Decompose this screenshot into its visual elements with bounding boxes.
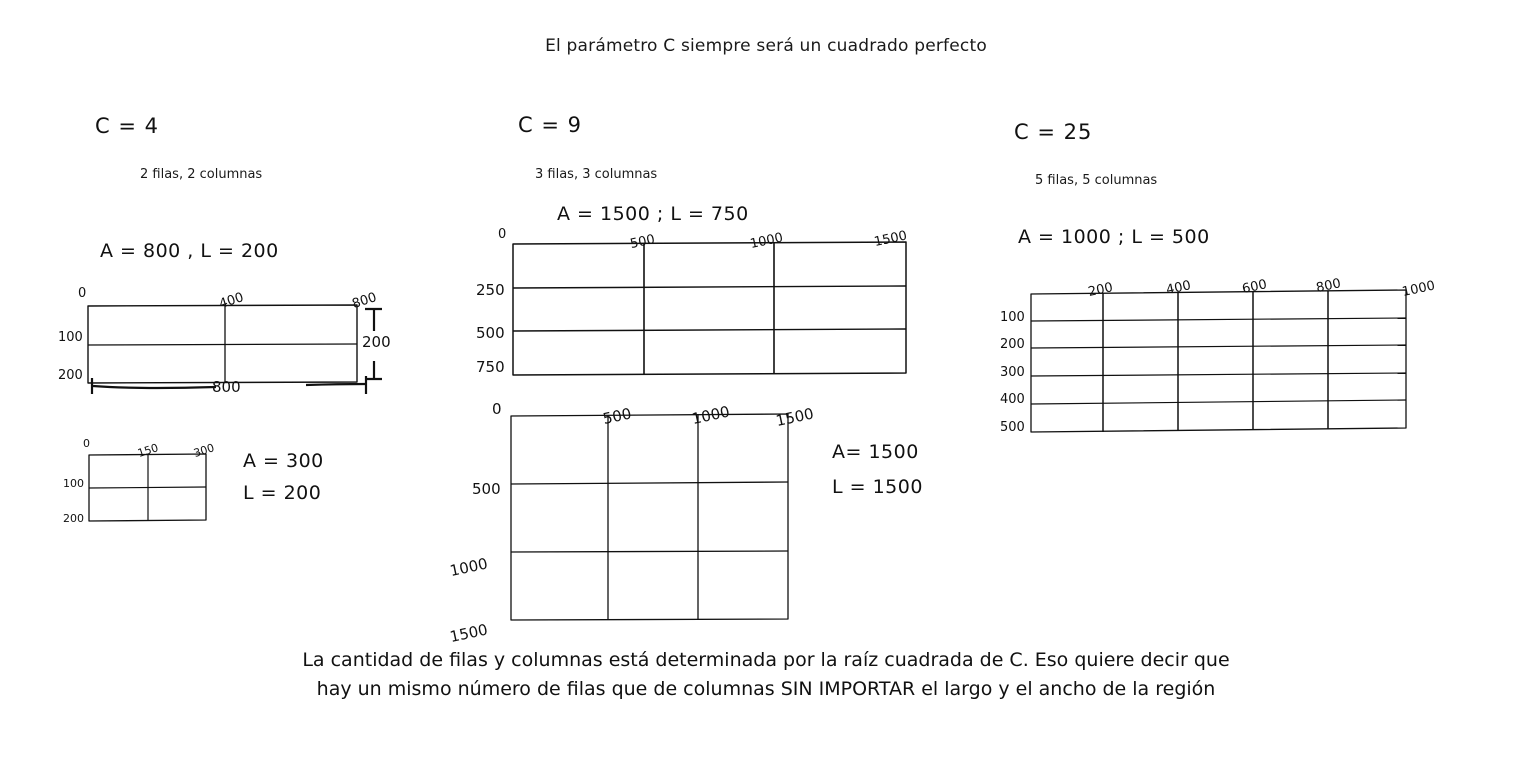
case-subtitle-c4: 2 filas, 2 columnas — [140, 167, 263, 182]
tick-c4-ex1-top-400: 400 — [217, 290, 246, 312]
tick-c25-top-200: 200 — [1086, 280, 1115, 300]
tick-c4-ex2-left-100: 100 — [63, 477, 84, 490]
tick-c9-ex1-top-500: 500 — [628, 232, 657, 252]
tick-c9-ex2-top-0: 0 — [492, 400, 502, 418]
annotation-c4-example1: A = 800 , L = 200 — [100, 240, 279, 262]
tick-c4-ex1-top-800: 800 — [350, 290, 379, 312]
dimension-width-label-c4: 800 — [212, 378, 241, 396]
grid-c25-example1 — [1028, 288, 1410, 436]
annotation-c9-example2-line1: A= 1500 — [832, 441, 919, 463]
annotation-c9-example2-line2: L = 1500 — [832, 476, 923, 498]
tick-c25-left-300: 300 — [1000, 365, 1025, 380]
case-title-c9: C = 9 — [518, 113, 582, 137]
tick-c4-ex2-top-150: 150 — [135, 441, 160, 460]
grid-c9-example2 — [508, 412, 793, 624]
tick-c4-ex2-top-0: 0 — [83, 437, 90, 450]
tick-c25-top-600: 600 — [1240, 277, 1269, 297]
tick-c9-ex2-top-1000: 1000 — [690, 402, 732, 428]
dimension-height-label-c4: 200 — [362, 333, 391, 351]
grid-c4-example1 — [85, 303, 360, 385]
annotation-c4-example2-line1: A = 300 — [243, 450, 324, 472]
footer-line-2: hay un mismo número de filas que de columnas SIN IMPORTAR el largo y el ancho de la región — [316, 677, 1216, 700]
tick-c25-top-1000: 1000 — [1400, 278, 1437, 300]
tick-c9-ex1-top-1500: 1500 — [872, 228, 909, 250]
tick-c9-ex2-left-1500: 1500 — [448, 620, 490, 646]
annotation-c4-example2-line2: L = 200 — [243, 482, 322, 504]
tick-c25-top-400: 400 — [1164, 278, 1193, 298]
page-title: El parámetro C siempre será un cuadrado perfecto — [545, 36, 987, 56]
grid-c9-example1 — [510, 240, 910, 378]
tick-c4-ex1-left-100: 100 — [58, 330, 83, 345]
annotation-c9-example1: A = 1500 ; L = 750 — [557, 203, 749, 225]
footer-note — [0, 646, 1532, 703]
case-title-c4: C = 4 — [95, 114, 159, 138]
case-subtitle-c25: 5 filas, 5 columnas — [1035, 173, 1158, 188]
tick-c4-ex2-top-300: 300 — [191, 441, 216, 460]
tick-c9-ex1-top-0: 0 — [498, 227, 507, 242]
tick-c4-ex2-left-200: 200 — [63, 512, 84, 525]
annotation-c25-example1: A = 1000 ; L = 500 — [1018, 226, 1210, 248]
tick-c4-ex1-top-0: 0 — [78, 286, 87, 301]
tick-c9-ex2-top-1500: 1500 — [774, 404, 816, 430]
tick-c4-ex1-left-200: 200 — [58, 368, 83, 383]
case-subtitle-c9: 3 filas, 3 columnas — [535, 167, 658, 182]
tick-c25-left-100: 100 — [1000, 310, 1025, 325]
tick-c9-ex1-top-1000: 1000 — [748, 230, 785, 252]
tick-c9-ex2-top-500: 500 — [601, 404, 634, 428]
tick-c25-left-400: 400 — [1000, 392, 1025, 407]
footer-line-1: La cantidad de filas y columnas está determinada por la raíz cuadrada de C. Eso quiere decir que — [302, 649, 1230, 671]
tick-c9-ex1-left-500: 500 — [476, 324, 505, 342]
tick-c25-left-500: 500 — [1000, 420, 1025, 435]
tick-c25-top-800: 800 — [1314, 276, 1343, 296]
case-title-c25: C = 25 — [1014, 120, 1093, 144]
tick-c9-ex1-left-750: 750 — [476, 358, 505, 376]
tick-c25-left-200: 200 — [1000, 337, 1025, 352]
tick-c9-ex2-left-1000: 1000 — [448, 554, 490, 580]
tick-c9-ex1-left-250: 250 — [476, 281, 505, 299]
grid-c4-example2 — [86, 452, 211, 524]
tick-c9-ex2-left-500: 500 — [472, 480, 501, 498]
